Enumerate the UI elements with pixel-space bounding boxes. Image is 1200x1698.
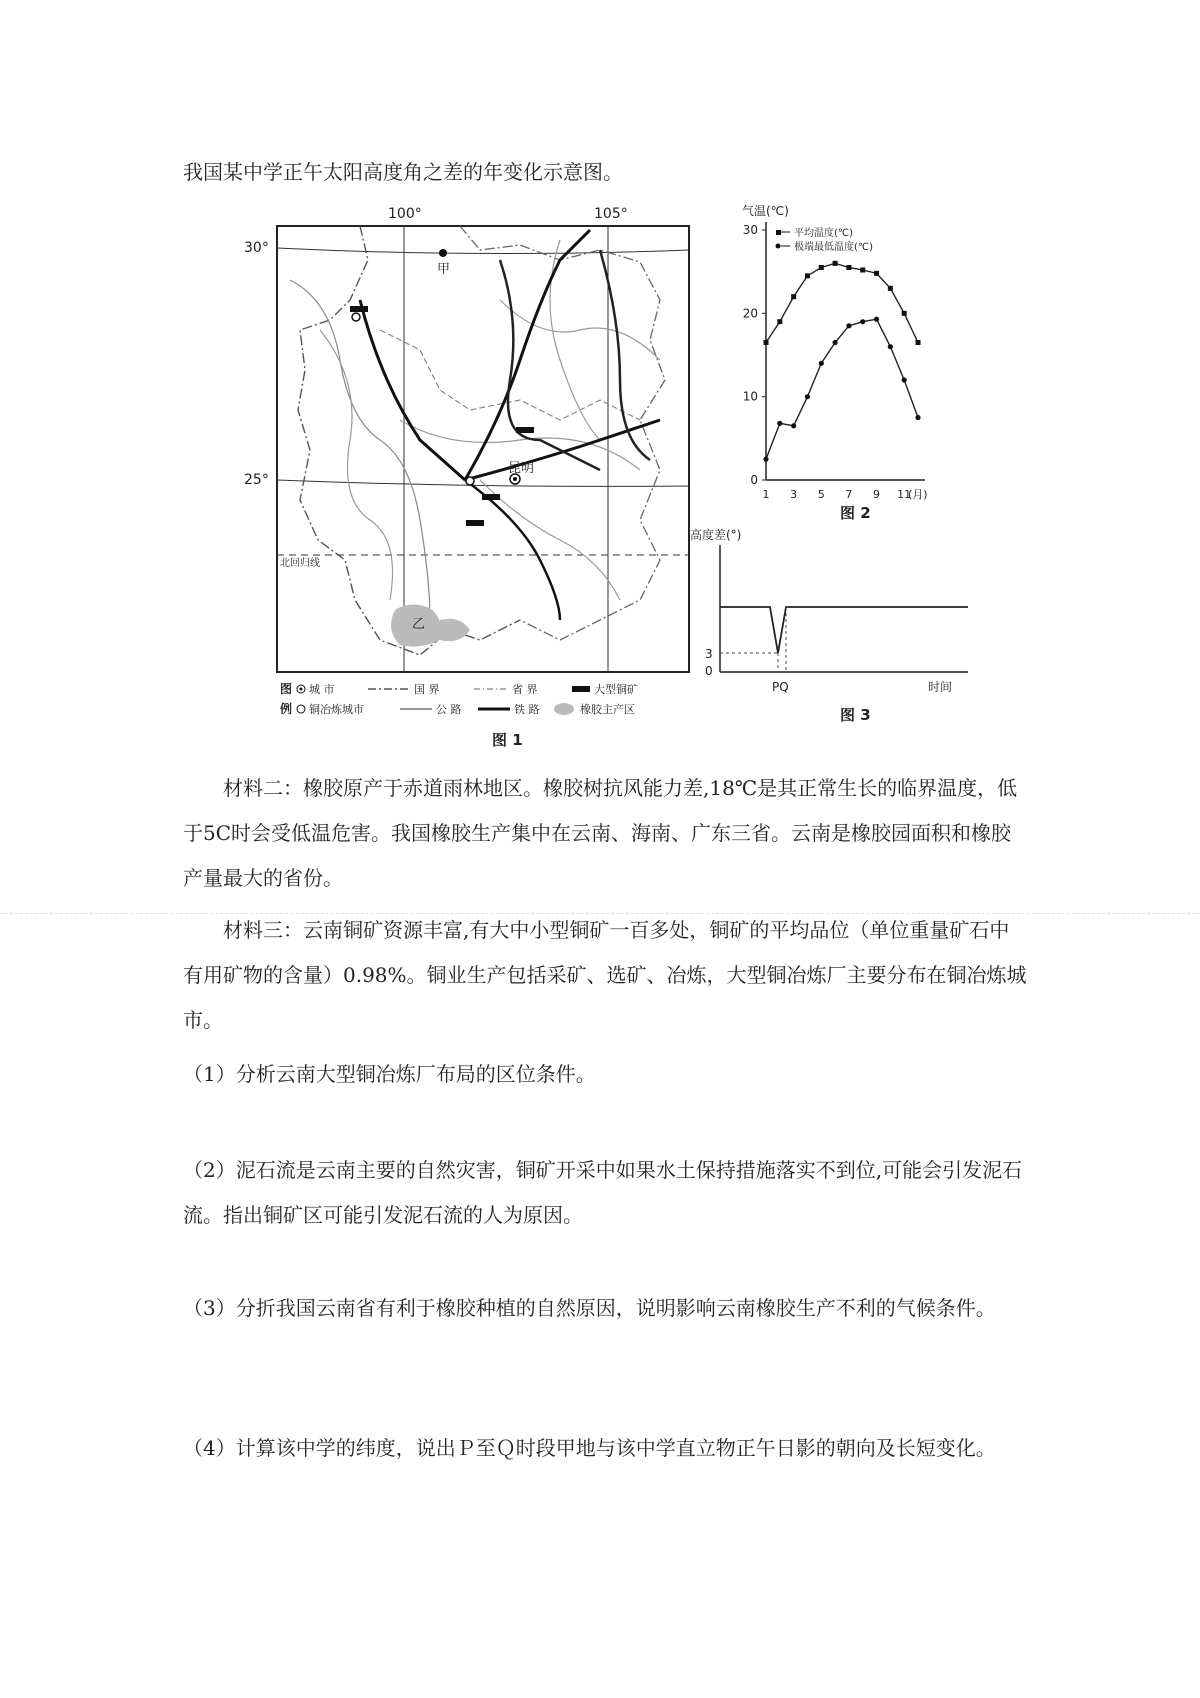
fig3-ytick-3: 3 bbox=[705, 647, 713, 661]
place-label-jia: 甲 bbox=[437, 262, 451, 277]
lat-label-30: 30° bbox=[244, 240, 269, 256]
fig2-avg-point bbox=[805, 273, 810, 278]
fig3-ylabel: 高度差(°) bbox=[690, 528, 742, 542]
fig2-ylabel: 气温(℃) bbox=[742, 204, 789, 218]
fig3-pq-label: PQ bbox=[772, 680, 789, 694]
figure-2-caption: 图 2 bbox=[840, 504, 871, 520]
fig2-min-point bbox=[805, 394, 810, 399]
fig2-legend-avg: 平均温度(℃) bbox=[794, 228, 854, 239]
fig2-ytick-label: 10 bbox=[742, 389, 758, 404]
legend-province-border: 省 界 bbox=[512, 683, 538, 696]
legend-prefix-1: 图 bbox=[280, 682, 293, 696]
fig3-ytick-0: 0 bbox=[705, 664, 713, 678]
figure-3-chart bbox=[690, 525, 980, 730]
fig3-line bbox=[720, 607, 968, 653]
fig2-ytick-label: 30 bbox=[742, 223, 758, 237]
fig2-avg-point bbox=[791, 294, 796, 299]
fig2-avg-point bbox=[819, 265, 824, 270]
legend-smelting-city: 铜冶炼城市 bbox=[309, 703, 364, 716]
legend-national-border: 国 界 bbox=[414, 683, 440, 696]
fig2-legend-min: 极端最低温度(℃) bbox=[794, 242, 874, 253]
lon-label-105: 105° bbox=[594, 206, 628, 222]
figure-1-caption: 图 1 bbox=[492, 731, 523, 749]
fig2-xtick-label: 7 bbox=[845, 488, 853, 501]
lat-label-25: 25° bbox=[244, 472, 269, 488]
fig2-min-point bbox=[846, 323, 851, 328]
fig2-min-point bbox=[888, 344, 893, 349]
question-1: （1）分析云南大型铜冶炼厂布局的区位条件。 bbox=[183, 1062, 596, 1086]
figure-2-chart bbox=[720, 200, 940, 520]
fig2-avg-point bbox=[764, 340, 769, 345]
fig2-min-point bbox=[819, 361, 824, 366]
question-3: （3）分折我国云南省有利于橡胶种植的自然原因，说明影响云南橡胶生产不利的气候条件。 bbox=[183, 1296, 996, 1320]
fig2-xtick-label: 11 bbox=[897, 488, 912, 501]
fig3-xlabel: 时间 bbox=[928, 680, 953, 694]
legend-prefix-2: 例 bbox=[280, 702, 293, 716]
fig2-min-point bbox=[902, 377, 907, 382]
fig2-xtick-label: 5 bbox=[817, 488, 825, 501]
fig2-xtick-label: 3 bbox=[790, 488, 798, 501]
fig2-min-point bbox=[915, 415, 920, 420]
lon-label-100: 100° bbox=[388, 206, 422, 222]
fig2-series-avg-line bbox=[766, 263, 918, 342]
fig2-min-point bbox=[763, 457, 768, 462]
fig2-min-point bbox=[832, 340, 837, 345]
question-2: （2）泥石流是云南主要的自然灾害，铜矿开采中如果水土保持措施落实不到位,可能会引发泥石流。指出铜矿区可能引发泥石流的人为原因。 bbox=[183, 1158, 1023, 1227]
legend-road: 公 路 bbox=[436, 703, 462, 716]
fig2-min-point bbox=[791, 423, 796, 428]
fig2-min-point bbox=[860, 319, 865, 324]
place-label-kunming: 昆明 bbox=[508, 461, 535, 476]
legend-railway: 铁 路 bbox=[514, 703, 540, 716]
fig2-min-point bbox=[874, 317, 879, 322]
fig2-series-min-line bbox=[766, 319, 918, 459]
figure-1-map bbox=[0, 0, 1200, 760]
fig2-min-point bbox=[777, 421, 782, 426]
fig2-xtick-label: 1 bbox=[762, 488, 770, 501]
fig2-avg-point bbox=[846, 265, 851, 270]
fig2-avg-point bbox=[874, 271, 879, 276]
fig2-avg-point bbox=[777, 319, 782, 324]
place-label-yi: 乙 bbox=[412, 617, 426, 632]
fig2-avg-point bbox=[833, 261, 838, 266]
material-3: 材料三：云南铜矿资源丰富,有大中小型铜矿一百多处，铜矿的平均品位（单位重量矿石中有用矿物的含量）0.98%。铜业生产包括采矿、选矿、冶炼，大型铜冶炼厂主要分布在铜冶炼城市。 bbox=[183, 918, 1027, 1032]
fig2-ytick-label: 0 bbox=[750, 473, 758, 487]
legend-rubber-area: 橡胶主产区 bbox=[580, 703, 635, 716]
fig2-xlabel: (月) bbox=[908, 488, 928, 501]
material-2: 材料二：橡胶原产于赤道雨林地区。橡胶树抗风能力差,18℃是其正常生长的临界温度，低于5C时会受低温危害。我国橡胶生产集中在云南、海南、广东三省。云南是橡胶园面积和橡胶产量最大的省份。 bbox=[183, 776, 1018, 890]
fig2-ytick-label: 20 bbox=[742, 306, 758, 321]
fig2-avg-point bbox=[902, 311, 907, 316]
legend-city: 城 市 bbox=[309, 683, 335, 696]
question-4: （4）计算该中学的纬度，说出Ｐ至Ｑ时段甲地与该中学直立物正午日影的朝向及长短变化。 bbox=[183, 1436, 996, 1460]
fig2-xtick-label: 9 bbox=[873, 488, 881, 501]
intro-text: 我国某中学正午太阳高度角之差的年变化示意图。 bbox=[183, 160, 623, 184]
tropic-label: 北回归线 bbox=[280, 558, 320, 569]
figure-3-caption: 图 3 bbox=[840, 706, 871, 724]
legend-copper-mine: 大型铜矿 bbox=[594, 683, 638, 696]
fig2-avg-point bbox=[888, 286, 893, 291]
fig2-avg-point bbox=[860, 268, 865, 273]
fig2-avg-point bbox=[916, 340, 921, 345]
